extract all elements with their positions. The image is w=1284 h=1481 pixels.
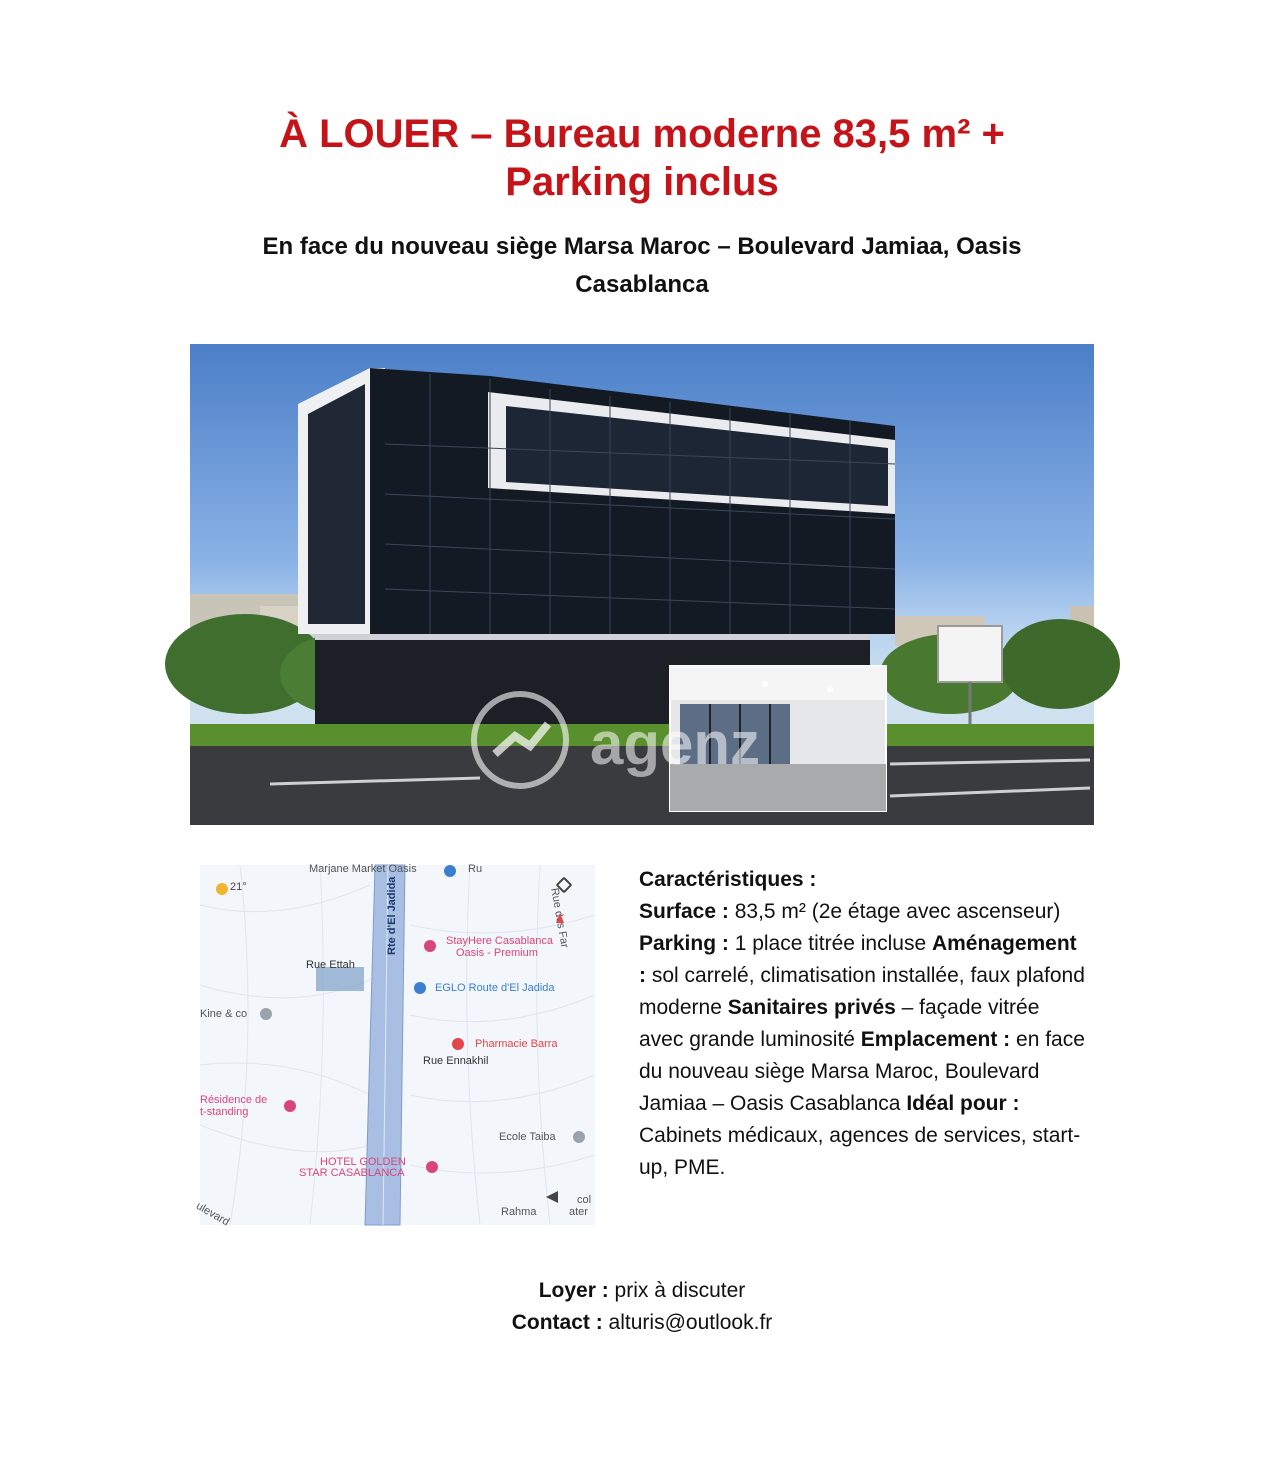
poi-stayhere-2[interactable]: Oasis - Premium [456, 947, 538, 959]
kine-pin-icon[interactable] [260, 1008, 272, 1020]
parking-value: 1 place titrée incluse [728, 932, 932, 955]
emplacement-label: Emplacement : [860, 1028, 1011, 1051]
poi-rue-des: Rue des Far [548, 887, 571, 949]
subtitle-line-2: Casablanca [575, 271, 709, 298]
compass-icon[interactable] [556, 913, 564, 923]
poi-residence-1[interactable]: Résidence de [200, 1094, 268, 1106]
footer-info [190, 1275, 1094, 1339]
weather-text: 21° [230, 881, 247, 893]
location-map[interactable] [194, 863, 595, 1229]
poi-hotel-1[interactable]: HOTEL GOLDEN [320, 1156, 406, 1168]
loyer-label: Loyer : [538, 1279, 609, 1302]
poi-col: col [577, 1194, 592, 1206]
sanitaires-label: Sanitaires privés [727, 996, 896, 1019]
ideal-value: Cabinets médicaux, agences de services, start-up, PME. [639, 1124, 1081, 1179]
features-heading: Caractéristiques : [639, 868, 817, 891]
amenagement-label: Aménagement : [639, 932, 1077, 987]
eglo-pin-icon[interactable] [414, 982, 426, 994]
amenagement-value: sol carrelé, climatisation installée, faux plafond moderne [639, 964, 1085, 1019]
ideal-label: Idéal pour : [906, 1092, 1020, 1115]
poi-hotel-2[interactable]: STAR CASABLANCA [299, 1167, 405, 1179]
contact-line [190, 1307, 1094, 1339]
poi-ru: Ru [468, 863, 483, 875]
page-title [190, 110, 1094, 206]
building-illustration [190, 344, 1094, 825]
weather-icon [216, 883, 228, 895]
poi-boulevard: ulevard [194, 1200, 232, 1229]
stayhere-pin-icon[interactable] [424, 940, 436, 952]
road-label: Rte d'El Jadida [386, 876, 398, 955]
poi-ennakhil: Rue Ennakhil [423, 1055, 489, 1067]
poi-kine[interactable]: Kine & co [200, 1008, 248, 1020]
subtitle-line-1: En face du nouveau siège Marsa Maroc – Boulevard Jamiaa, Oasis [262, 233, 1022, 260]
poi-residence-2[interactable]: t-standing [200, 1106, 249, 1118]
poi-rue-ettah: Rue Ettah [306, 959, 355, 971]
page-subtitle [190, 228, 1094, 304]
title-line-1: À LOUER – Bureau moderne 83,5 m² + [279, 112, 1005, 156]
watermark-text: agenz [590, 710, 761, 777]
features-text [639, 864, 1089, 1184]
emplacement-value: en face du nouveau siège Marsa Maroc, Boulevard Jamiaa – Oasis Casablanca [639, 1028, 1085, 1115]
surface-value: 83,5 m² (2e étage avec ascenseur) [728, 900, 1061, 923]
residence-pin-icon[interactable] [284, 1100, 296, 1112]
poi-stayhere-1[interactable]: StayHere Casablanca [446, 935, 554, 947]
hotel-pin-icon[interactable] [426, 1161, 438, 1173]
poi-eglo[interactable]: EGLO Route d'El Jadida [435, 982, 555, 994]
building-photo [190, 344, 1094, 825]
poi-marjane[interactable]: Marjane Market Oasis [309, 863, 417, 875]
pharmacie-pin-icon[interactable] [452, 1038, 464, 1050]
loyer-line [190, 1275, 1094, 1307]
surface-label: Surface : [639, 900, 729, 923]
title-line-2: Parking inclus [505, 160, 779, 204]
navigate-icon[interactable] [546, 1191, 558, 1203]
poi-rahma: Rahma [501, 1206, 537, 1218]
loyer-value: prix à discuter [608, 1279, 746, 1302]
parking-label: Parking : [639, 932, 729, 955]
contact-email[interactable]: alturis@outlook.fr [602, 1311, 773, 1334]
ecole-pin-icon[interactable] [573, 1131, 585, 1143]
poi-ater: ater [569, 1206, 588, 1218]
poi-pharmacie[interactable]: Pharmacie Barra [475, 1038, 558, 1050]
contact-label: Contact : [511, 1311, 603, 1334]
sanitaires-value: – façade vitrée avec grande luminosité [639, 996, 1040, 1051]
marjane-pin-icon[interactable] [444, 865, 456, 877]
poi-ecole[interactable]: Ecole Taiba [499, 1131, 556, 1143]
